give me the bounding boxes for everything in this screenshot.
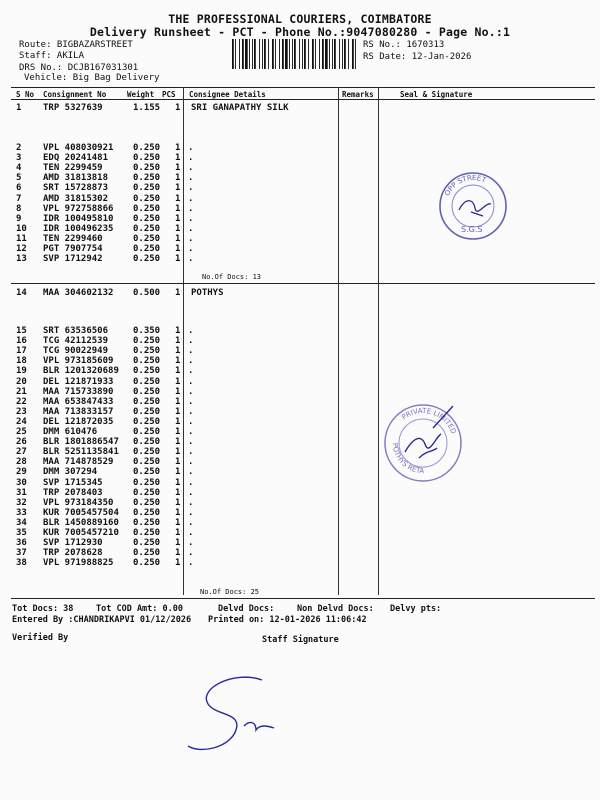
row-weight: 0.250: [133, 173, 161, 184]
row-consignment: MAA 653847433: [43, 396, 114, 407]
row-sno: 34: [16, 517, 27, 528]
row-consignee-dot: .: [188, 153, 194, 164]
row-consignment: TEN 2299459: [43, 163, 103, 174]
row-weight: 1.155: [133, 103, 161, 113]
row-pcs: 1: [175, 528, 181, 538]
row-consignment: IDR 100496235: [43, 223, 114, 234]
route-label: Route: BIGBAZARSTREET: [19, 40, 133, 50]
row-consignment: TCG 42112539: [43, 336, 109, 347]
row-weight: 0.250: [133, 497, 161, 508]
row-weight: 0.250: [133, 233, 161, 244]
row-consignee-dot: .: [188, 437, 194, 448]
row-consignee-dot: .: [188, 406, 194, 417]
row-sno: 28: [16, 457, 27, 468]
row-weight: 0.250: [133, 223, 161, 234]
row-pcs: 1: [175, 386, 181, 397]
row-sno: 4: [16, 163, 22, 174]
row-consignment: SRT 15728873: [43, 183, 109, 194]
row-consignee-dot: .: [188, 487, 194, 498]
row-sno: 14: [16, 288, 27, 298]
row-consignment: TRP 2078403: [43, 487, 103, 498]
row-consignment: AMD 31815302: [43, 193, 109, 204]
row-pcs: 1: [175, 288, 181, 298]
row-weight: 0.250: [133, 193, 161, 204]
row-consignee-dot: .: [188, 517, 194, 528]
row-consignee-dot: .: [188, 386, 194, 397]
row-sno: 10: [16, 223, 27, 234]
row-consignment: TRP 2078628: [43, 548, 103, 559]
row-consignee-dot: .: [188, 233, 194, 244]
row-weight: 0.250: [133, 153, 161, 164]
row-sno: 2: [16, 143, 22, 153]
row-weight: 0.250: [133, 244, 161, 254]
row-weight: 0.500: [133, 288, 161, 298]
stamp2-side-text: POTHYS RETA: [390, 442, 425, 476]
col-divider-consignee: [183, 87, 184, 595]
table-bottom-border: [11, 598, 595, 599]
row-consignment: SVP 1712930: [43, 538, 103, 549]
row-consignee: SRI GANAPATHY SILK: [191, 103, 289, 113]
verified-by: Verified By: [12, 633, 69, 643]
row-pcs: 1: [175, 173, 181, 184]
company-seal-stamp: [433, 168, 513, 244]
row-weight: 0.250: [133, 213, 161, 224]
row-pcs: 1: [175, 233, 181, 244]
row-sno: 23: [16, 406, 27, 417]
row-weight: 0.250: [133, 386, 161, 397]
row-consignment: TEN 2299460: [43, 233, 103, 244]
row-consignment: MAA 715733890: [43, 386, 114, 397]
row-weight: 0.250: [133, 457, 161, 468]
row-pcs: 1: [175, 477, 181, 488]
row-sno: 1: [16, 103, 22, 113]
row-consignee-dot: .: [188, 447, 194, 458]
row-pcs: 1: [175, 213, 181, 224]
row-pcs: 1: [175, 163, 181, 174]
row-sno: 29: [16, 467, 27, 478]
row-pcs: 1: [175, 356, 181, 367]
row-weight: 0.250: [133, 163, 161, 174]
group2-doc-count: No.Of Docs: 25: [200, 588, 260, 596]
row-consignment: MAA 714878529: [43, 457, 114, 468]
row-sno: 19: [16, 366, 27, 377]
row-pcs: 1: [175, 254, 181, 265]
pothys-seal-stamp: [375, 400, 467, 486]
stamp1-arc-text: OPP STREET: [443, 173, 488, 198]
row-sno: 9: [16, 213, 22, 224]
row-sno: 21: [16, 386, 27, 397]
row-pcs: 1: [175, 457, 181, 468]
row-pcs: 1: [175, 326, 181, 336]
row-consignment: IDR 100495810: [43, 213, 114, 224]
row-sno: 37: [16, 548, 27, 559]
row-pcs: 1: [175, 427, 181, 437]
row-consignment: DMM 610476: [43, 427, 98, 437]
row-consignee-dot: .: [188, 558, 194, 569]
row-weight: 0.250: [133, 254, 161, 265]
row-weight: 0.250: [133, 406, 161, 417]
row-pcs: 1: [175, 143, 181, 153]
row-consignee-dot: .: [188, 548, 194, 559]
row-consignee-dot: .: [188, 336, 194, 347]
row-sno: 25: [16, 427, 27, 437]
row-consignee-dot: .: [188, 254, 194, 265]
row-weight: 0.250: [133, 558, 161, 569]
row-consignee-dot: .: [188, 427, 194, 437]
row-pcs: 1: [175, 376, 181, 387]
row-sno: 13: [16, 254, 27, 265]
row-pcs: 1: [175, 538, 181, 549]
row-consignment: DEL 121872035: [43, 416, 114, 427]
row-consignee-dot: .: [188, 396, 194, 407]
row-consignee-dot: .: [188, 244, 194, 254]
row-sno: 24: [16, 416, 27, 427]
table-header-border: [11, 99, 595, 100]
row-weight: 0.250: [133, 467, 161, 478]
row-weight: 0.250: [133, 336, 161, 347]
row-consignment: KUR 7005457210: [43, 528, 119, 538]
row-pcs: 1: [175, 406, 181, 417]
col-remarks: Remarks: [342, 90, 374, 99]
row-weight: 0.250: [133, 346, 161, 357]
col-divider-seal: [378, 87, 379, 595]
row-weight: 0.250: [133, 396, 161, 407]
staff-signature-label: Staff Signature: [262, 635, 339, 645]
row-sno: 35: [16, 528, 27, 538]
row-pcs: 1: [175, 517, 181, 528]
barcode: [232, 39, 358, 69]
row-weight: 0.250: [133, 447, 161, 458]
staff-label: Staff: AKILA: [19, 51, 85, 61]
total-cod: Tot COD Amt: 0.00: [96, 604, 183, 614]
row-consignment: VPL 973185609: [43, 356, 114, 367]
row-pcs: 1: [175, 346, 181, 357]
col-pcs: PCS: [162, 90, 176, 99]
row-consignment: BLR 1801886547: [43, 437, 119, 448]
row-consignee-dot: .: [188, 356, 194, 367]
row-consignee-dot: .: [188, 376, 194, 387]
row-sno: 30: [16, 477, 27, 488]
row-consignee-dot: .: [188, 467, 194, 478]
row-consignee-dot: .: [188, 193, 194, 204]
row-pcs: 1: [175, 244, 181, 254]
row-weight: 0.250: [133, 416, 161, 427]
row-pcs: 1: [175, 203, 181, 214]
row-pcs: 1: [175, 336, 181, 347]
row-sno: 18: [16, 356, 27, 367]
row-pcs: 1: [175, 558, 181, 569]
row-pcs: 1: [175, 507, 181, 518]
row-consignment: VPL 408030921: [43, 143, 114, 153]
row-weight: 0.250: [133, 487, 161, 498]
row-consignment: PGT 7907754: [43, 244, 103, 254]
entered-by: Entered By :CHANDRIKAPVI 01/12/2026: [12, 615, 192, 625]
row-sno: 22: [16, 396, 27, 407]
row-sno: 16: [16, 336, 27, 347]
row-consignment: AMD 31813818: [43, 173, 109, 184]
row-weight: 0.350: [133, 326, 161, 336]
row-consignment: MAA 304602132: [43, 288, 114, 298]
table-top-border: [11, 87, 595, 88]
row-weight: 0.250: [133, 183, 161, 194]
row-pcs: 1: [175, 366, 181, 377]
col-sno: S No: [16, 90, 35, 99]
row-sno: 36: [16, 538, 27, 549]
col-divider-remarks: [338, 87, 339, 595]
row-consignee: POTHYS: [191, 288, 224, 298]
group-separator: [11, 283, 595, 284]
row-pcs: 1: [175, 437, 181, 448]
row-pcs: 1: [175, 153, 181, 164]
row-weight: 0.250: [133, 538, 161, 549]
row-sno: 17: [16, 346, 27, 357]
row-pcs: 1: [175, 416, 181, 427]
row-consignment: EDQ 20241481: [43, 153, 109, 164]
row-sno: 3: [16, 153, 22, 164]
row-weight: 0.250: [133, 366, 161, 377]
row-consignee-dot: .: [188, 326, 194, 336]
row-sno: 27: [16, 447, 27, 458]
row-pcs: 1: [175, 467, 181, 478]
row-consignment: SVP 1715345: [43, 477, 103, 488]
col-consignment: Consignment No: [43, 90, 107, 99]
row-consignee-dot: .: [188, 213, 194, 224]
row-consignee-dot: .: [188, 203, 194, 214]
row-sno: 8: [16, 203, 22, 214]
row-consignment: BLR 1450889160: [43, 517, 119, 528]
row-pcs: 1: [175, 548, 181, 559]
row-sno: 20: [16, 376, 27, 387]
row-weight: 0.250: [133, 143, 161, 153]
row-weight: 0.250: [133, 437, 161, 448]
row-consignment: KUR 7005457504: [43, 507, 119, 518]
row-sno: 32: [16, 497, 27, 508]
delivery-points: Delvy pts:: [390, 604, 442, 614]
row-weight: 0.250: [133, 548, 161, 559]
row-pcs: 1: [175, 487, 181, 498]
row-sno: 33: [16, 507, 27, 518]
row-weight: 0.250: [133, 507, 161, 518]
row-weight: 0.250: [133, 376, 161, 387]
row-consignee-dot: .: [188, 346, 194, 357]
row-pcs: 1: [175, 223, 181, 234]
stamp2-arc-text: PRIVATE LIMITED: [400, 406, 458, 436]
row-consignee-dot: .: [188, 183, 194, 194]
staff-signature-scribble: [180, 668, 300, 768]
row-sno: 31: [16, 487, 27, 498]
row-consignee-dot: .: [188, 497, 194, 508]
col-seal: Seal & Signature: [400, 90, 473, 99]
row-pcs: 1: [175, 497, 181, 508]
row-consignee-dot: .: [188, 223, 194, 234]
row-consignee-dot: .: [188, 416, 194, 427]
total-docs: Tot Docs: 38: [12, 604, 74, 614]
row-weight: 0.250: [133, 427, 161, 437]
rs-number: RS No.: 1670313: [363, 40, 445, 50]
row-consignment: SRT 63536506: [43, 326, 109, 336]
row-sno: 38: [16, 558, 27, 569]
row-pcs: 1: [175, 193, 181, 204]
group1-doc-count: No.Of Docs: 13: [202, 273, 262, 281]
row-consignment: DMM 307294: [43, 467, 98, 478]
row-sno: 11: [16, 233, 27, 244]
non-delivered-docs: Non Delvd Docs:: [297, 604, 374, 614]
row-sno: 12: [16, 244, 27, 254]
printed-on: Printed on: 12-01-2026 11:06:42: [208, 615, 367, 625]
rs-date: RS Date: 12-Jan-2026: [363, 52, 472, 62]
row-consignee-dot: .: [188, 143, 194, 153]
row-weight: 0.250: [133, 203, 161, 214]
row-consignment: TRP 5327639: [43, 103, 103, 113]
row-consignee-dot: .: [188, 477, 194, 488]
vehicle-label: Vehicle: Big Bag Delivery: [24, 73, 160, 83]
row-pcs: 1: [175, 103, 181, 113]
row-consignee-dot: .: [188, 173, 194, 184]
row-weight: 0.250: [133, 528, 161, 538]
row-weight: 0.250: [133, 517, 161, 528]
company-title: THE PROFESSIONAL COURIERS, COIMBATORE: [168, 12, 432, 26]
row-sno: 7: [16, 193, 22, 204]
row-sno: 26: [16, 437, 27, 448]
row-consignment: VPL 971988825: [43, 558, 114, 569]
row-consignee-dot: .: [188, 366, 194, 377]
col-weight: Weight: [127, 90, 155, 99]
stamp1-mark: S.G.S: [461, 225, 483, 234]
col-consignee: Consignee Details: [189, 90, 266, 99]
row-consignment: VPL 972758866: [43, 203, 114, 214]
row-consignee-dot: .: [188, 528, 194, 538]
row-consignment: VPL 973184350: [43, 497, 114, 508]
row-weight: 0.250: [133, 477, 161, 488]
row-consignment: BLR 1201320689: [43, 366, 119, 377]
row-consignment: SVP 1712942: [43, 254, 103, 265]
row-consignment: DEL 121871933: [43, 376, 114, 387]
row-consignment: BLR 5251135841: [43, 447, 119, 458]
row-pcs: 1: [175, 183, 181, 194]
row-pcs: 1: [175, 447, 181, 458]
row-consignee-dot: .: [188, 457, 194, 468]
row-sno: 6: [16, 183, 22, 194]
row-consignee-dot: .: [188, 538, 194, 549]
row-consignee-dot: .: [188, 163, 194, 174]
row-consignee-dot: .: [188, 507, 194, 518]
row-sno: 15: [16, 326, 27, 336]
svg-text:OPP STREET: [443, 174, 487, 197]
runsheet-title: Delivery Runsheet - PCT - Phone No.:9047080280 - Page No.:1: [89, 25, 511, 39]
row-pcs: 1: [175, 396, 181, 407]
row-consignment: MAA 713833157: [43, 406, 114, 417]
row-consignment: TCG 90022949: [43, 346, 109, 357]
drs-label: DRS No.: DCJB167031301: [19, 63, 139, 73]
delivered-docs: Delvd Docs:: [218, 604, 275, 614]
row-sno: 5: [16, 173, 22, 184]
row-weight: 0.250: [133, 356, 161, 367]
